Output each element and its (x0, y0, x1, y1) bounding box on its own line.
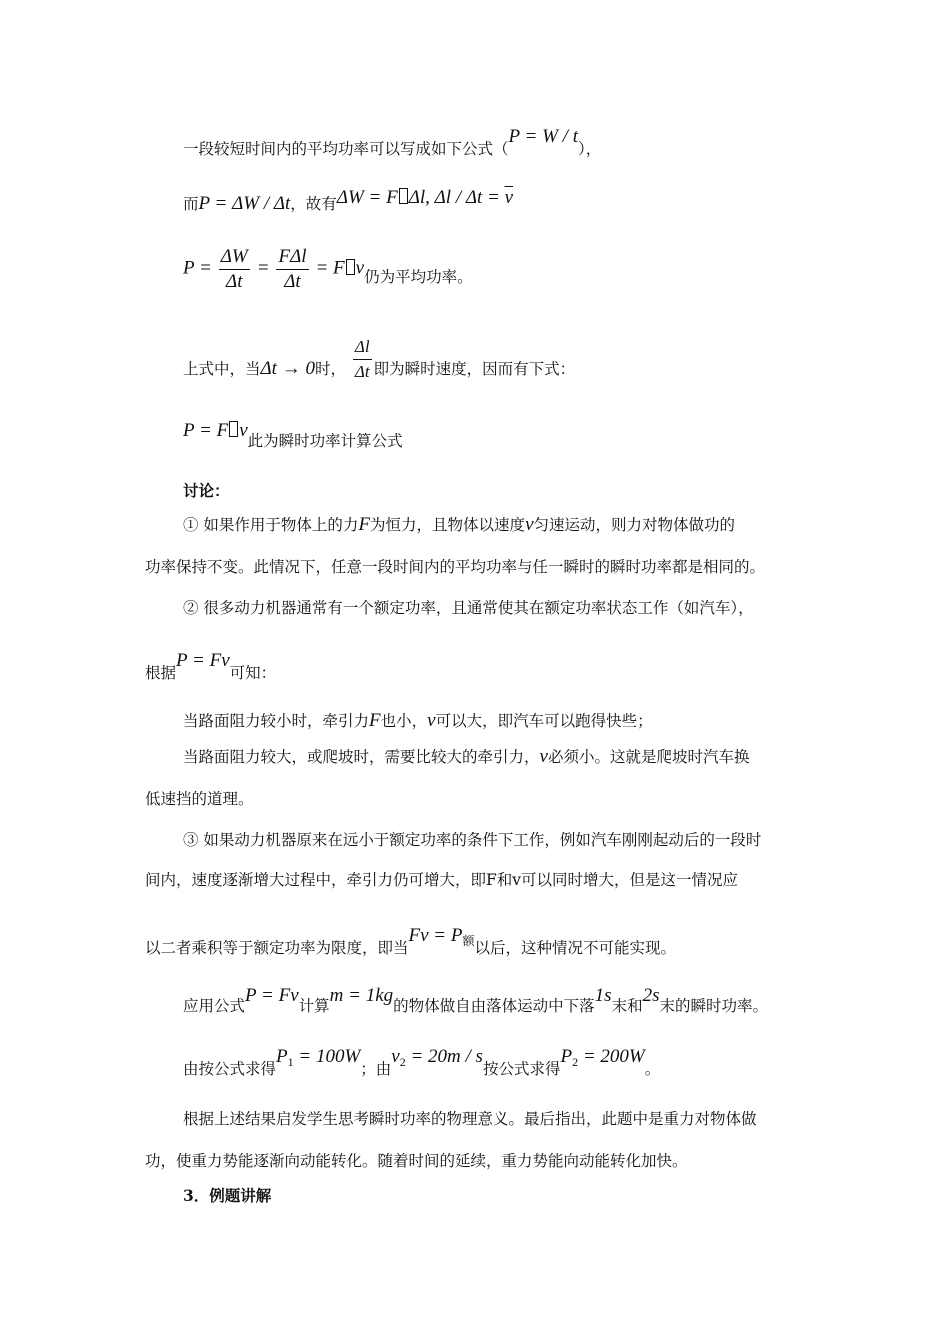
formula-part: = (256, 257, 270, 279)
text-segment: 根据 (145, 664, 177, 682)
text-segment: 以后，这种情况不可能实现。 (474, 939, 677, 957)
formula-p1 (276, 1046, 360, 1067)
formula-rated-power: Fv = P (408, 925, 463, 946)
text-segment: 一段较短时间内的平均功率可以写成如下公式（ (183, 140, 509, 158)
velocity-symbol: v (427, 710, 436, 731)
force-symbol: F (358, 514, 371, 535)
formula-delta-power: P = ΔW / Δt (198, 193, 291, 214)
discussion-point-2-line2 (145, 650, 277, 682)
subscript: 1 (287, 1055, 294, 1069)
discussion-point-3-line1: ③ 如果动力机器原来在远小于额定功率的条件下工作，例如汽车刚刚起动后的一段时 (183, 831, 762, 849)
subscript: 2 (399, 1055, 406, 1069)
example-result-line (183, 1046, 661, 1078)
section-heading-examples: 3．例题讲解 (183, 1186, 272, 1205)
formula-part: = 100W (293, 1046, 361, 1067)
text-segment: 末和 (611, 997, 643, 1015)
formula-part: = F (315, 257, 345, 279)
line-avg-power-intro (183, 126, 602, 160)
denominator: Δt (354, 362, 370, 381)
formula-part: = 200W (578, 1046, 645, 1067)
time-2s: 2s (642, 985, 660, 1006)
text-segment: 当路面阻力较小时，牵引力 (183, 712, 370, 730)
formula-part: = 20m / s (405, 1046, 483, 1067)
text-segment: 由按公式求得 (183, 1060, 277, 1078)
text-segment: ，故有 (290, 195, 337, 213)
text-segment: 为恒力，且物体以速度 (370, 516, 526, 534)
text-segment: ① 如果作用于物体上的力 (183, 516, 359, 534)
line-avg-power-derivation (183, 245, 473, 294)
numerator: ΔW (219, 245, 250, 270)
denominator: Δt (284, 271, 301, 292)
formula-part: P (560, 1046, 573, 1067)
formula-limit: Δt → 0 (260, 357, 315, 379)
formula-avg-power: P = W / t (508, 126, 578, 147)
text-segment: ）， (577, 140, 602, 158)
fraction-fdl-dt (276, 245, 308, 294)
formula-mass: m = 1kg (329, 985, 394, 1006)
discussion-point-1-line1 (183, 514, 735, 536)
high-resistance-line2: 低速挡的道理。 (145, 790, 254, 808)
discussion-heading: 讨论： (183, 481, 230, 500)
text-segment: 以二者乘积等于额定功率为限度，即当 (145, 939, 409, 957)
text-segment: 计算 (298, 997, 330, 1015)
discussion-point-1-line2: 功率保持不变。此情况下，任意一段时间内的平均功率与任一瞬时的瞬时功率都是相同的。 (145, 558, 766, 576)
text-segment: 即为瞬时速度，因而有下式： (373, 359, 576, 378)
line-delta-formula (183, 187, 514, 215)
text-segment: 必须小。这就是爬坡时汽车换 (547, 748, 750, 766)
line-instant-velocity (183, 335, 575, 384)
text-segment: ；由 (360, 1060, 392, 1078)
formula-part: P = F (183, 420, 229, 441)
text-segment: 的物体做自由落体运动中下落 (393, 997, 595, 1015)
avg-velocity-symbol: $\overline{v}$ (504, 187, 514, 208)
text-segment: 可以大，即汽车可以跑得快些； (435, 712, 653, 730)
numerator: FΔl (276, 245, 308, 270)
subscript: 2 (572, 1055, 579, 1069)
fraction-dw-dt (219, 245, 250, 294)
denominator: Δt (226, 271, 243, 292)
text-segment: 按公式求得 (482, 1060, 561, 1078)
discussion-point-3-line3 (145, 925, 677, 957)
high-resistance-line1 (183, 746, 749, 768)
velocity-symbol: v (239, 420, 248, 441)
formula-power: P = Fv (176, 650, 230, 671)
subscript-rated: 额 (462, 934, 475, 948)
text-segment: 应用公式 (183, 997, 246, 1015)
numerator: Δl (353, 335, 372, 360)
text-segment: 此为瞬时功率计算公式 (247, 432, 403, 450)
formula-v2 (391, 1046, 483, 1067)
time-1s: 1s (594, 985, 612, 1006)
placeholder-box-icon (399, 188, 408, 204)
text-segment: 仍为平均功率。 (364, 267, 473, 286)
text-segment: 时， (314, 359, 346, 378)
force-symbol: F (369, 710, 381, 731)
text-segment: 匀速运动，则力对物体做功的 (533, 516, 736, 534)
text-segment: 可知： (229, 664, 277, 682)
discussion-point-2-line1: ② 很多动力机器通常有一个额定功率，且通常使其在额定功率状态工作（如汽车）， (183, 599, 754, 617)
placeholder-box-icon (229, 421, 238, 437)
text-segment: 也小， (380, 712, 428, 730)
formula-part: ΔW = F (336, 187, 398, 208)
line-instant-power-formula (183, 420, 403, 450)
placeholder-box-icon (346, 259, 355, 275)
formula-part: P = (183, 257, 212, 279)
text-segment: 上式中，当 (183, 359, 261, 378)
formula-part: P (276, 1046, 288, 1067)
velocity-symbol: v (539, 746, 548, 767)
text-segment: 而 (183, 195, 199, 213)
text-segment: 当路面阻力较大，或爬坡时，需要比较大的牵引力， (183, 748, 540, 766)
formula-delta-work (337, 187, 513, 208)
text-segment: 。 (644, 1060, 661, 1078)
formula-power: P = Fv (245, 985, 299, 1006)
fraction-dl-dt (353, 335, 372, 384)
low-resistance-line (183, 710, 653, 732)
formula-p2 (560, 1046, 644, 1067)
conclusion-line2: 功，使重力势能逐渐向动能转化。随着时间的延续，重力势能向动能转化加快。 (145, 1152, 688, 1170)
formula-part: Δl, Δl / Δt = (408, 187, 505, 208)
conclusion-line1: 根据上述结果启发学生思考瞬时功率的物理意义。最后指出，此题中是重力对物体做 (183, 1110, 757, 1128)
velocity-symbol: v (525, 514, 534, 535)
text-segment: 末的瞬时功率。 (659, 997, 768, 1015)
discussion-point-3-line2: 间内，速度逐渐增大过程中，牵引力仍可增大，即F和v可以同时增大，但是这一情况应 (145, 871, 739, 889)
formula-part: v (391, 1046, 400, 1067)
example-application-line (183, 985, 768, 1015)
velocity-symbol: v (355, 257, 365, 279)
